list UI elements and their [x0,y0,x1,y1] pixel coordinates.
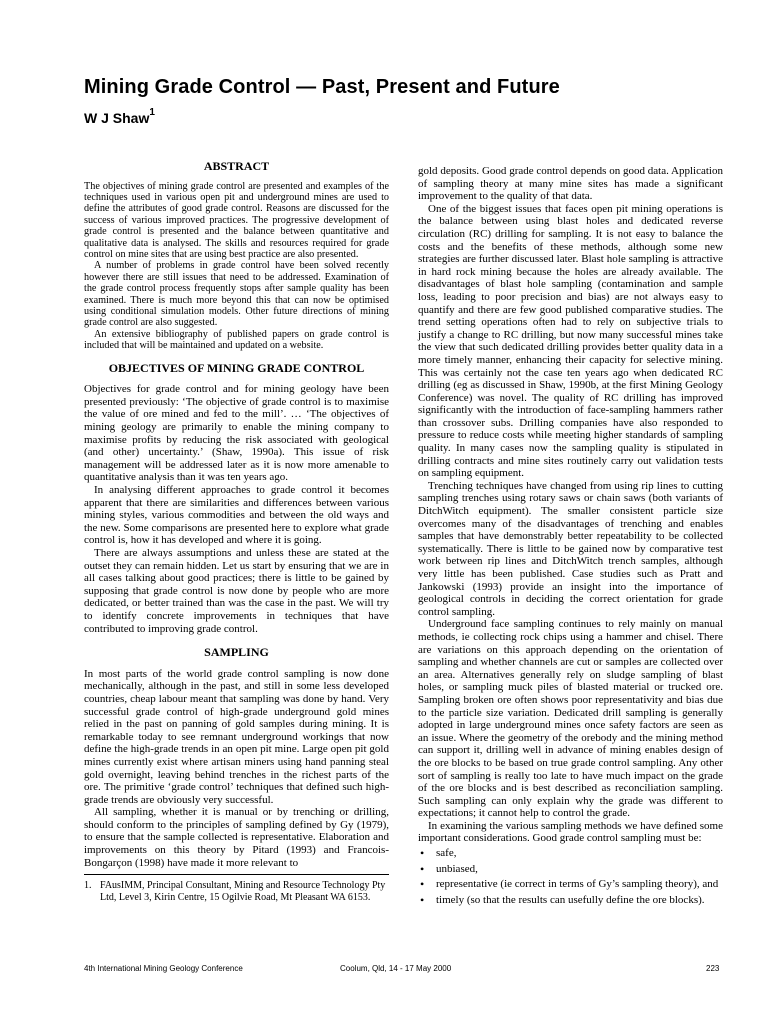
footer-conference: 4th International Mining Geology Conference [84,964,243,973]
footnote [84,880,389,903]
body-paragraph: One of the biggest issues that faces open pit mining operations is the balance between using blast holes and dedicated reverse circulation (RC) drilling for sampling. It is not easy to balance the costs and the benefits of these methods, although some new strategies are further discussed later. Blast hole sampling is attractive in hard rock mining because the holes are already available. The disadvantages of blast hole sampling (contamination and sample loss, leading to poor precision and bias) are not always easy to quantify and there are few good published comparative studies. The trend setting operations often had to rely on subjective trials to justify a change to RC drilling, but now many successful mines take the view that such dedicated drilling provides better quality data in a more timely manner, enhancing their capacity for selective mining. This was certainly not the case ten years ago when dedicated RC drilling (eg as discussed in Shaw, 1990b, at the first Mining Geology Conference) was novel. The quality of RC drilling has improved significantly with the introduction of face-sampling hammers rather than crossover subs. Drilling companies have also responded to pressure to reduce costs while meeting higher standards of sampling quality. In many cases now the sampling quality is stipulated in drilling contracts and mine sites routinely carry out validation tests on sampling equipment. [418,202,723,480]
objectives-heading: OBJECTIVES OF MINING GRADE CONTROL [108,360,365,375]
bullet-icon: • [420,861,425,876]
list-item-text: timely (so that the results can usefully define the ore blocks). [436,893,705,906]
body-paragraph: In analysing different approaches to grade control it becomes apparent that there are similarities and differences between various mining styles, various commodities and between the old ways and the new. Some comparisons are presented here to explore what grade control is, how it has developed and where it is going. [84,484,389,547]
list-item-text: representative (ie correct in terms of Gy’s sampling theory), and [436,878,719,891]
footnote-divider [84,874,389,875]
bullet-icon: • [420,846,425,861]
author-name: W J Shaw [84,110,150,126]
bullet-icon: • [420,892,425,907]
page-number: 223 [706,964,720,973]
paper-author [84,107,155,126]
body-paragraph: In examining the various sampling methods we have defined some important considerations. Good grade control sampling must be: [418,819,723,845]
bullet-icon: • [420,877,425,892]
list-item-text: unbiased, [436,862,478,875]
body-paragraph: All sampling, whether it is manual or by trenching or drilling, should conform to the principles of sampling defined by Gy (1979), to ensure that the sample collected is representative. Elaboration and improvements on this theory by Pitard (1993) and Francois-Bongarçon (1998) have made it more relevant to [84,806,389,869]
list-item-text: safe, [436,847,457,860]
abstract-paragraph: An extensive bibliography of published papers on grade control is included that will be maintained and updated on a website. [84,328,389,352]
paper-title: Mining Grade Control — Past, Present and Future [84,76,560,98]
list-item [418,863,723,876]
abstract-paragraph: A number of problems in grade control have been solved recently however there are still issues that need to be addressed. Examination of the grade control process frequently stops after sample quality has been examined. There is much more beyond this that can now be optimised using conditional simulation models. Other future directions of mining grade control are also suggested. [84,260,389,329]
requirements-list [418,847,723,906]
body-paragraph: Trenching techniques have changed from using rip lines to cutting sampling trenches using rotary saws or chain saws (both variants of DitchWitch equipment). The smaller consistent particle size overcomes many of the disadvantages of trenching and enables samples that have demonstrably better repeatability to be collected systematically. There is little to be gained now by comparative test work between rip lines and DitchWitch trench samples, although very little has been published. Case studies such as Pratt and Jankowski (1993) provide an insight into the importance of geological controls in deciding the correct orientation for grade control sampling. [418,479,723,618]
right-column [418,165,723,909]
footnote-number: 1. [84,880,92,891]
body-paragraph: gold deposits. Good grade control depends on good data. Application of sampling theory at many mine sites has made a significant improvement to the quality of that data. [418,165,723,203]
abstract-heading: ABSTRACT [203,159,270,173]
abstract-paragraph: The objectives of mining grade control are presented and examples of the techniques used in various open pit and underground mines are used to define the attributes of good grade control. Reasons are discussed for the success of various improved practices. The progressive development of grade control is presented and the balance between quantitative and qualitative data is analysed. The skills and resources required for grade control on mine sites that are using best practice are also presented. [84,180,389,261]
footer-venue-date: Coolum, Qld, 14 - 17 May 2000 [340,964,452,973]
author-footnote-mark: 1 [149,107,155,118]
footnote-text: FAusIMM, Principal Consultant, Mining and Resource Technology Pty Ltd, Level 3, Kirin Centre, 15 Ogilvie Road, Mt Pleasant WA 6153. [100,880,386,903]
list-item [418,894,723,907]
body-paragraph: Objectives for grade control and for mining geology have been presented previously: ‘The objective of grade control is to maximise the value of ore mined and fed to the mill’. … ‘The objectives of mining geology are primarily to enable the mining company to maximise profits by reducing the risk associated with geological (and other) uncertainty.’ (Shaw, 1990a). This issue of risk management will be addressed later as it is now more amenable to quantitative analysis than it was ten years ago. [84,383,389,484]
left-column [84,160,389,869]
abstract-section [84,160,389,352]
body-paragraph: In most parts of the world grade control sampling is now done mechanically, although in the past, and still in some less developed countries, cheap labour meant that sampling was done by hand. Very successful grade control of high-grade underground gold mines relied in the past on panning of gold samples during mining. It is remarkable today to see remnant underground workings that now define the high-grade trends in an open pit mine. Large open pit gold mines currently exist where artisan miners using hand panning steal gold overnight, leaving behind trenches in the richest parts of the ore. The primitive ‘grade control’ techniques that defined such high-grade trends are obviously very successful. [84,667,389,806]
list-item [418,878,723,891]
list-item [418,847,723,860]
body-paragraph: Underground face sampling continues to rely mainly on manual methods, ie collecting rock chips using a hammer and chisel. There are variations on this approach depending on the orientation of sampling and whether channels are cut or samples are collected over an area. Alternatives generally rely on sludge sampling of blast holes, or sampling muck piles of blasted material or trucked ore. Sampling broken ore often shows poor representativity and bias due to the particle size variation. Dedicated drill sampling is generally adopted in large underground mines once safety factors are seen as an issue. Where the geometry of the orebody and the mining method can support it, drilling well in advance of mining enables design of the ore blocks to be based on true grade control sampling. Any other sort of sampling is really too late to have much impact on the grade of the ore blocks and is best described as reconciliation sampling. Such sampling can only explain why the grade was different to expectations; it cannot help to control the grade. [418,618,723,820]
body-paragraph: There are always assumptions and unless these are stated at the outset they can remain hidden. Let us start by ensuring that we are in all cases talking about good practices; there is little to be gained by supposing that grade control is now done by people who are more dedicated, or better trained than was the case in the past. We will try to identify concrete improvements in techniques that have contributed to improving grade control. [84,547,389,635]
sampling-heading: SAMPLING [204,645,269,660]
